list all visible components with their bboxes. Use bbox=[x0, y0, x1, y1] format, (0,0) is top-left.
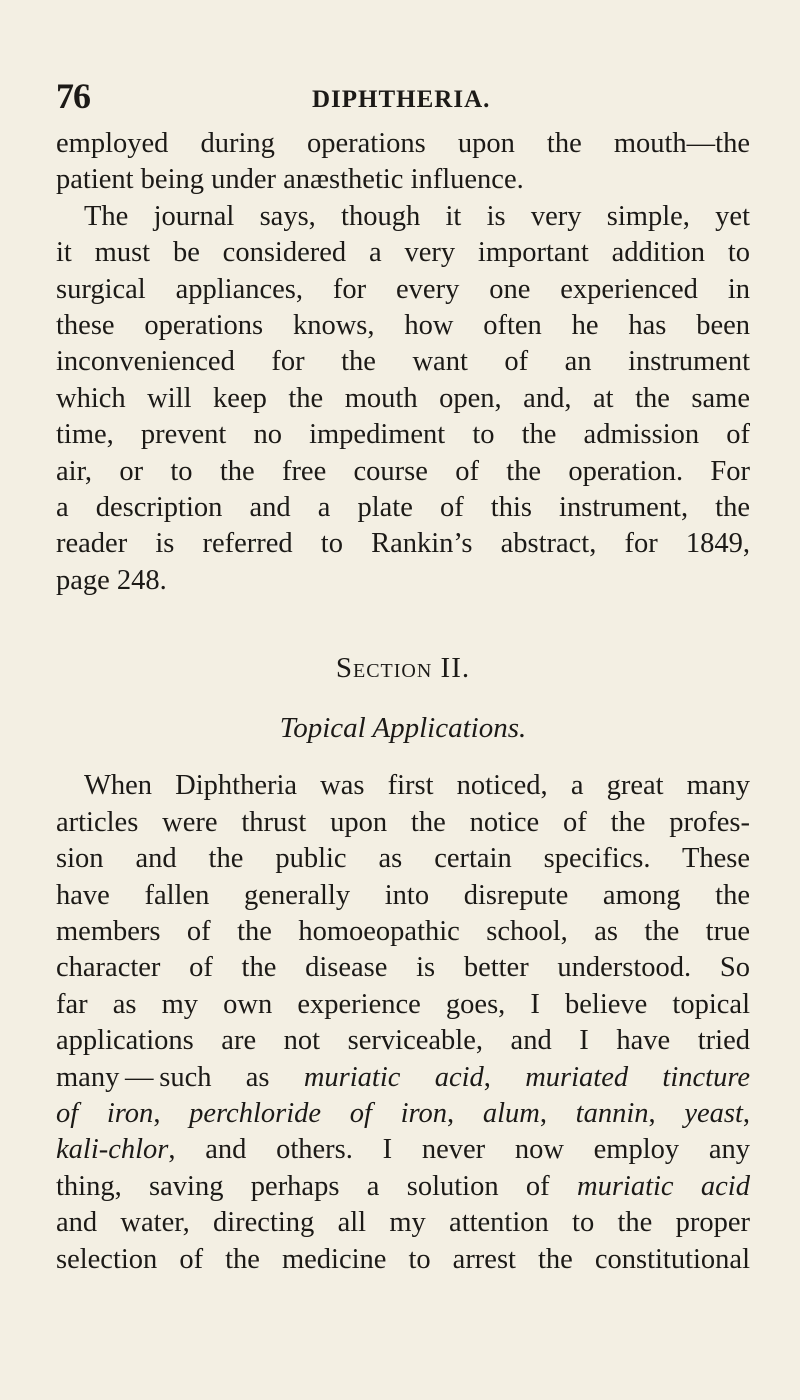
text-line: patient being under anæsthetic influence. bbox=[56, 164, 524, 196]
italic-term: muriatic acid bbox=[577, 1170, 750, 1202]
text-line: a description and a plate of this instrument, the bbox=[56, 492, 750, 524]
italic-term: muriatic acid bbox=[303, 1061, 484, 1093]
text-line: time, prevent no impediment to the admission of bbox=[56, 419, 750, 451]
text-line: employed during operations upon the mouth—the bbox=[56, 128, 750, 159]
italic-term: muriated tincture bbox=[525, 1061, 750, 1093]
text-line bbox=[56, 1169, 750, 1205]
paragraph-continued bbox=[56, 126, 750, 199]
text-run: , bbox=[447, 1097, 483, 1129]
text-line bbox=[56, 1096, 750, 1132]
text-line: When Diphtheria was first noticed, a great many bbox=[84, 770, 750, 802]
text-run: , bbox=[153, 1097, 190, 1129]
text-line: character of the disease is better understood. So bbox=[56, 952, 750, 984]
text-line: selection of the medicine to arrest the constitutional bbox=[56, 1243, 750, 1275]
text-run: , bbox=[648, 1097, 685, 1129]
text-line: reader is referred to Rankin’s abstract, for 1849, bbox=[56, 528, 750, 560]
text-line: which will keep the mouth open, and, at the same bbox=[56, 382, 750, 414]
paragraph-journal bbox=[56, 199, 750, 599]
italic-term: perchloride of iron bbox=[189, 1097, 448, 1129]
text-run: , bbox=[742, 1097, 750, 1129]
text-line: surgical appliances, for every one experienced in bbox=[56, 273, 750, 305]
italic-term: yeast bbox=[684, 1097, 743, 1129]
text-line: applications are not serviceable, and I have tried bbox=[56, 1025, 750, 1057]
text-run: many — such as bbox=[56, 1061, 304, 1093]
paragraph-topical bbox=[56, 768, 750, 1278]
text-line: sion and the public as certain specifics. These bbox=[56, 843, 750, 875]
text-line bbox=[56, 1060, 750, 1096]
text-line: page 248. bbox=[56, 564, 167, 596]
text-line: these operations knows, how often he has been bbox=[56, 310, 750, 342]
running-head bbox=[56, 76, 750, 116]
section-heading: Section II. bbox=[335, 652, 471, 685]
text-run: , and others. I never now employ any bbox=[168, 1134, 750, 1166]
section-subheading: Topical Applications. bbox=[279, 712, 527, 745]
text-line: The journal says, though it is very simple, yet bbox=[84, 200, 750, 232]
italic-term: of iron bbox=[56, 1097, 154, 1129]
text-run: , bbox=[539, 1097, 576, 1129]
text-line: far as my own experience goes, I believe topical bbox=[56, 988, 750, 1020]
text-line: it must be considered a very important addition to bbox=[56, 237, 750, 269]
text-run: , bbox=[483, 1061, 526, 1093]
text-line: and water, directing all my attention to the proper bbox=[56, 1207, 750, 1239]
italic-term: alum bbox=[482, 1097, 540, 1129]
text-line: air, or to the free course of the operation. For bbox=[56, 455, 750, 487]
italic-term: tannin bbox=[575, 1097, 649, 1129]
text-run: thing, saving perhaps a solution of bbox=[56, 1170, 577, 1202]
text-line: members of the homoeopathic school, as the true bbox=[56, 915, 750, 947]
running-title: DIPHTHERIA. bbox=[312, 86, 491, 113]
page-number: 76 bbox=[56, 76, 90, 116]
text-line: articles were thrust upon the notice of the profes- bbox=[56, 806, 750, 838]
text-line: inconvenienced for the want of an instrument bbox=[56, 346, 750, 378]
italic-term: kali-chlor bbox=[56, 1134, 169, 1166]
text-line bbox=[56, 1132, 750, 1168]
text-line: have fallen generally into disrepute among the bbox=[56, 879, 750, 911]
